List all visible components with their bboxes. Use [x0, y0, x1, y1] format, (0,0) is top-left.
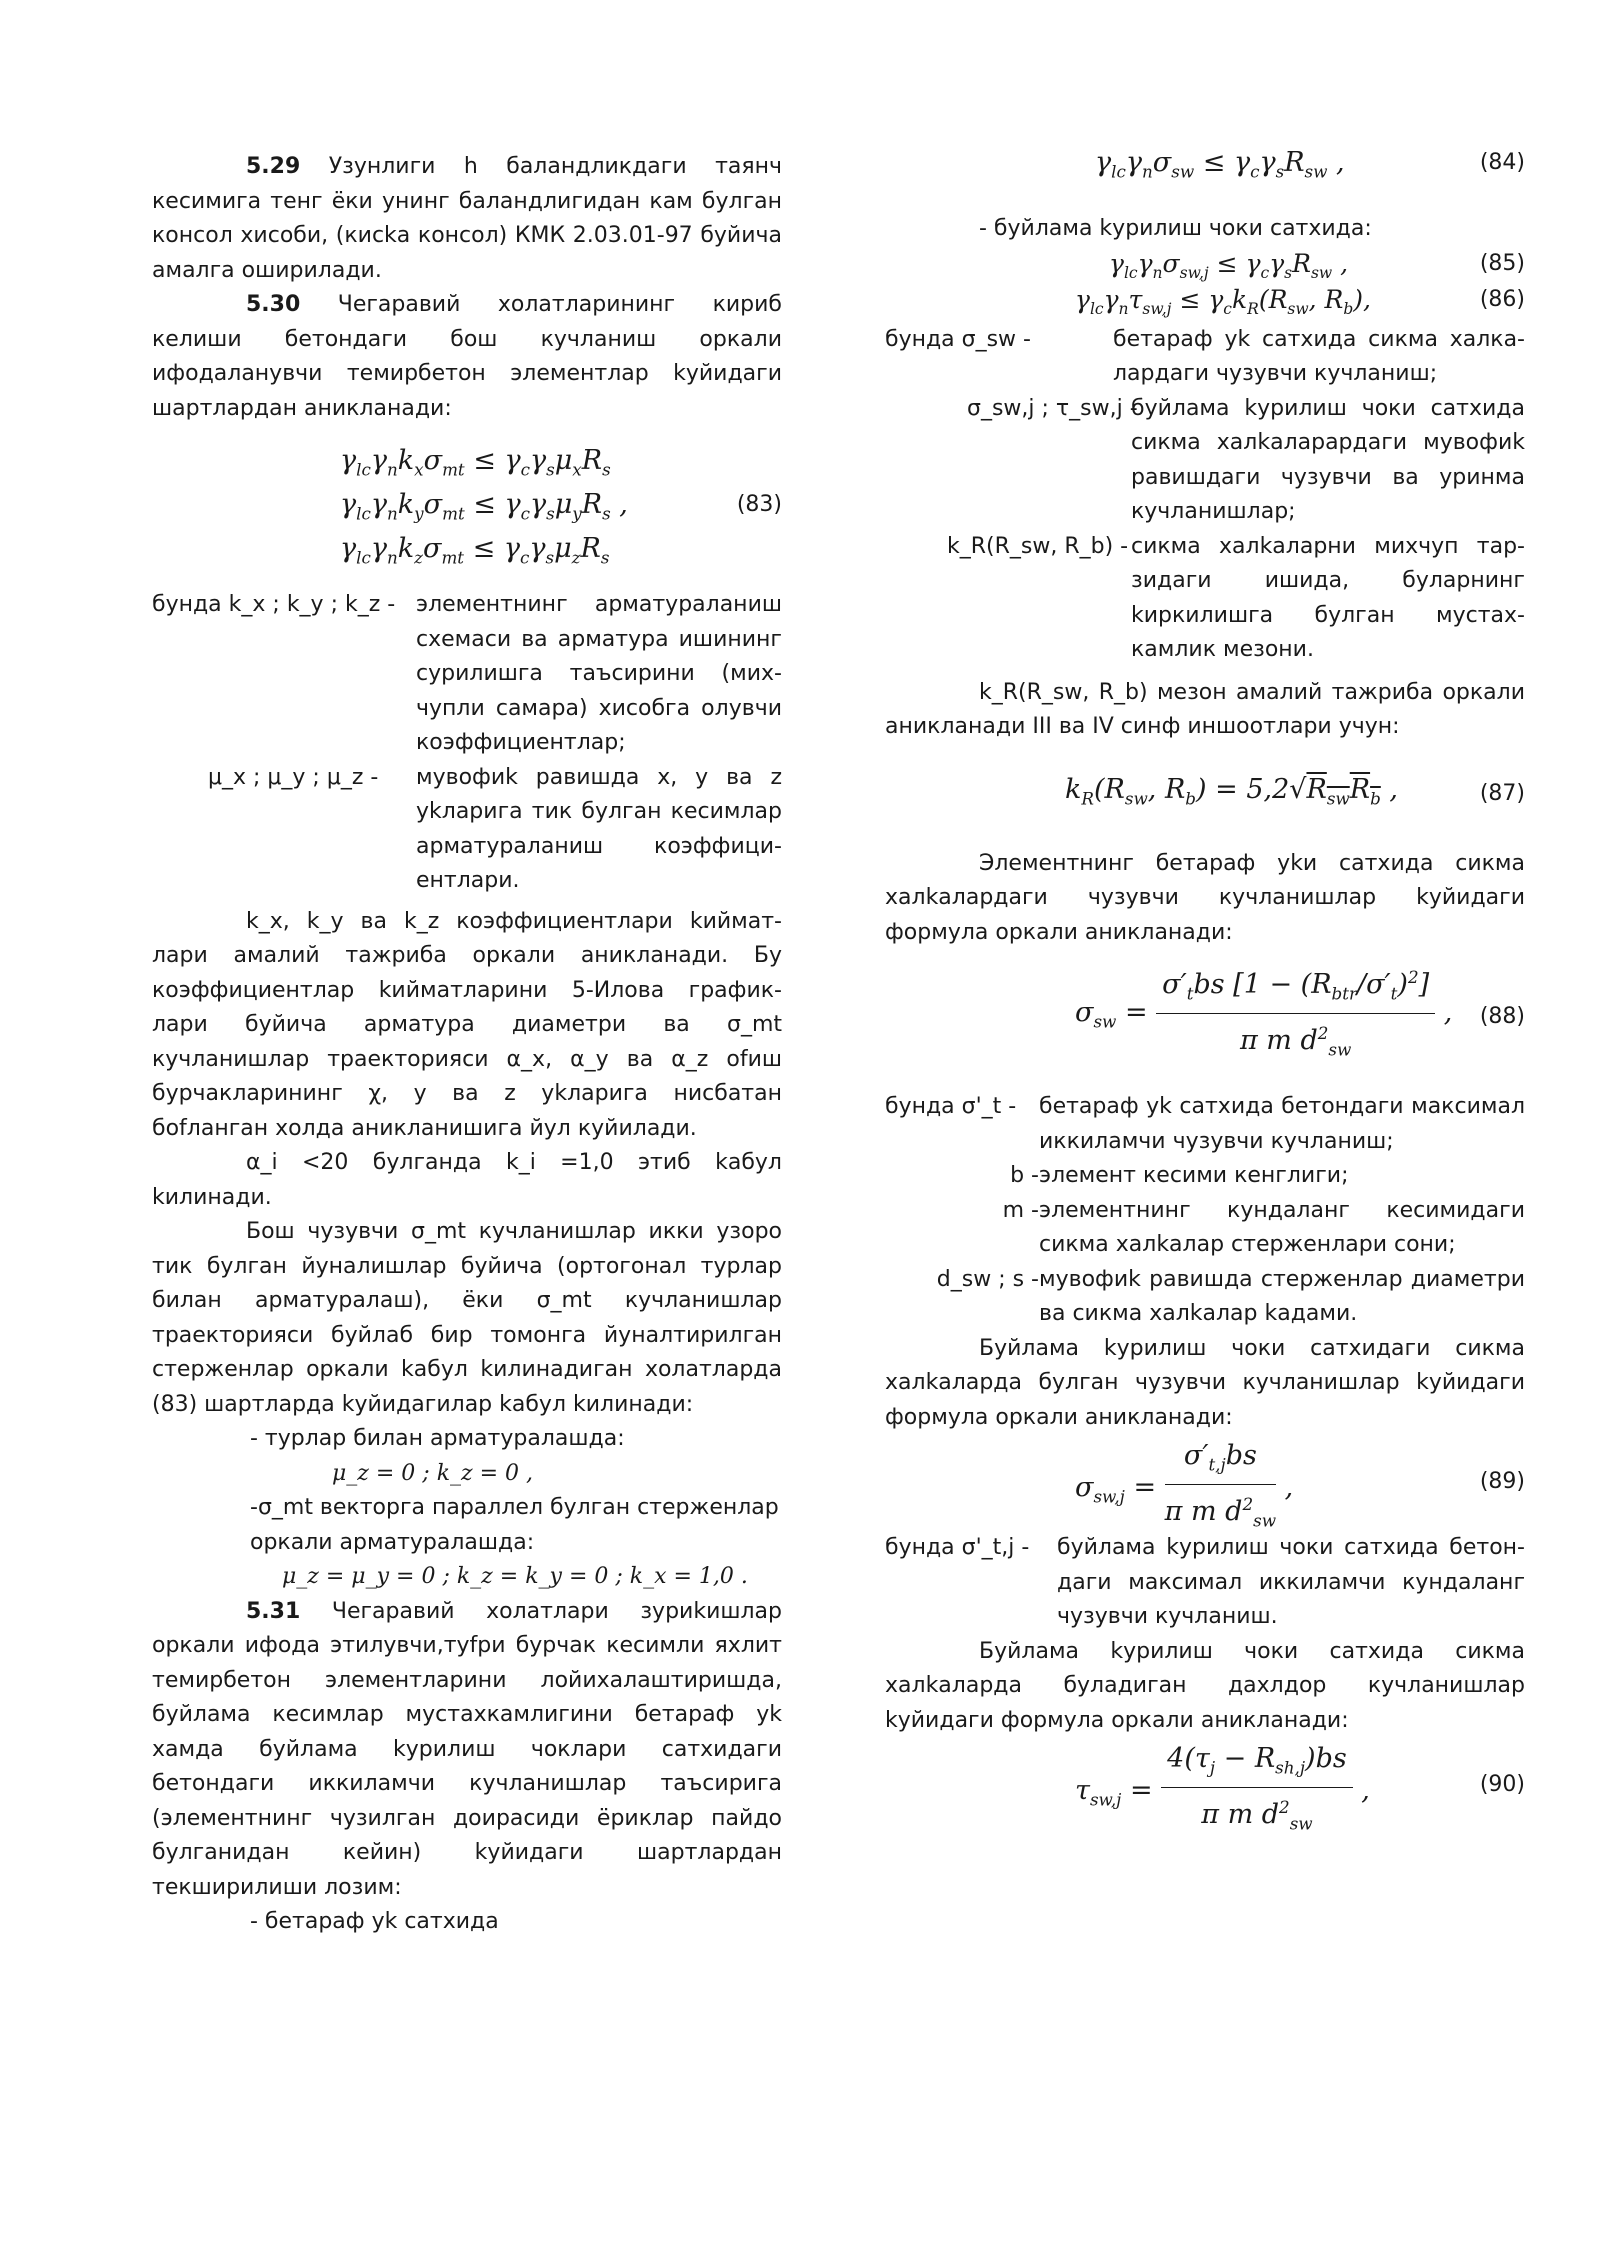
section-number: 5.29 — [246, 154, 301, 179]
list-item: -σ_mt векторга параллел булган стерженлар оркали арматуралашда: — [250, 1495, 779, 1555]
definition-symbol: бунда σ'_t,j - — [885, 1535, 1030, 1560]
formula-88-expression: $\sigma_{sw}$ = $\frac{\sigma'_tbs [1 - (R_{btr}/\sigma'_t)^2]}{\pi m d^2_{sw}}$ , — [1075, 960, 1452, 1067]
formula-number: (85) — [1479, 250, 1525, 276]
paragraph-5-30 — [152, 288, 782, 426]
definition-symbol: μ_x ; μ_y ; μ_z - — [208, 764, 379, 790]
section-number: 5.30 — [246, 292, 301, 317]
definition-symbol: d_sw ; s - — [936, 1266, 1039, 1292]
definition-symbol: бунда k_x ; k_y ; k_z - — [152, 592, 396, 617]
formula-83-line3: $\gamma_{lc}\gamma_nk_z\sigma_{mt} \le \gamma_c\gamma_s\mu_zR_s$ — [340, 533, 610, 568]
formula-85 — [885, 247, 1525, 283]
definition-text: элементнинг арматураланиш схемаси ва арматура ишининг сурилишга таъсирини (мих-чупли самара) хисобга олувчи коэффициентлар; — [416, 592, 782, 755]
definition-text: мувофиk равишда x, y ва z уkларига тик булган кесимлар арматураланиш коэффици-ентлари. — [416, 764, 782, 893]
fraction: $\frac{\sigma'_tbs [1 - (R_{btr}/\sigma'_t)^2]}{\pi m d^2_{sw}}$ — [1156, 960, 1435, 1067]
definition-k-r — [885, 530, 1525, 668]
definition-mu-coefficients — [152, 761, 782, 899]
list-item: - бетараф уk сатхида — [250, 1909, 499, 1934]
formula-number: (90) — [1479, 1772, 1525, 1797]
formula-83 — [152, 436, 782, 576]
formula-89 — [885, 1435, 1525, 1531]
formula-number: (86) — [1479, 286, 1525, 312]
formula-number: (84) — [1479, 150, 1525, 175]
definition-symbol: k_R(R_sw, R_b) - — [947, 533, 1129, 559]
paragraph-text: Узунлиги h баландликдаги таянч кесимига тенг ёки унинг баландлигидан кам булган консол хисоби, (кисkа консол) КМК 2.03.01-97 буйича амалга оширилади. — [152, 154, 782, 283]
paragraph-text: Чегаравий холатларининг кириб келиши бетондаги бош кучланиш оркали ифодаланувчи темирбетон элементлар kуйидаги шартлардан аникланади: — [152, 292, 782, 421]
paragraph-5-29 — [152, 150, 782, 288]
formula-87 — [885, 767, 1525, 827]
formula-number: (88) — [1479, 1004, 1525, 1029]
paragraph-joint-shear: Буйлама kурилиш чоки сатхида сикма халkаларда буладиган дахлдор кучланишлар kуйидаги формула оркали аникланади: — [885, 1638, 1525, 1733]
formula-number: (87) — [1479, 780, 1525, 806]
formula-84 — [885, 146, 1525, 190]
definition-sigma-t-j — [885, 1531, 1525, 1635]
definition-text: бетараф уk сатхида бетондаги максимал иккиламчи чузувчи кучланиш; — [1039, 1094, 1525, 1154]
definition-symbol: бунда σ'_t - — [885, 1094, 1017, 1119]
formula-number: (83) — [736, 492, 782, 517]
paragraph-k-r-criterion: k_R(R_sw, R_b) мезон амалий тажриба оркали аникланади III ва IV синф иншоотлари учун: — [885, 679, 1525, 739]
fraction: $\frac{4(\tau_j - R_{sh,j})bs}{\pi m d^2_{sw}}$ — [1161, 1742, 1353, 1841]
definition-b — [885, 1159, 1525, 1194]
definition-text: элементнинг кундаланг кесимидаги сикма халkалар стерженлари сони; — [1039, 1197, 1525, 1257]
definition-symbol: m - — [1002, 1197, 1039, 1223]
definition-symbol: b - — [1010, 1163, 1039, 1188]
definition-d-sw — [885, 1263, 1525, 1332]
definition-sigma-sw-j — [885, 392, 1525, 530]
paragraph-text: Чегаравий холатлари зуриkишлар оркали ифода этилувчи,туfри бурчак кесимли яхлит темирбетон элементларини лойихалаштиришда, буйлама кесимлар мустахкамлигини бетараф уk хамда буйлама kурилиш чоклари сатхидаги бетондаги иккиламчи кучланишлар таъсирига (элементнинг чузилган доирасиди ёриклар пайдо булганидан кейин) kуйидаги шартлардан текширилиши лозим: — [152, 1598, 783, 1900]
paragraph-k-coefficients: k_x, k_y ва k_z коэффициентлари kиймат-лари амалий тажриба оркали аникланади. Бу коэффициентлар kийматларини 5-Илова график-лари буйича арматура диаметри ва σ_mt кучланишлар траекторияси α_x, α_y ва α_z оfиш бурчакларининг χ, y ва z уkларига нисбатан боfланган холда аникланишига йул куйилади. — [152, 908, 782, 1141]
formula-89-expression: $\sigma_{sw,j}$ = $\frac{\sigma'_{t,j}bs}{\pi m d^2_{sw}}$ , — [1075, 1439, 1293, 1538]
right-column — [885, 147, 1525, 1834]
equation-mu-k-zero: μ_z = 0 ; k_z = 0 , — [332, 1460, 534, 1486]
formula-84-expression: $\gamma_{lc}\gamma_n\sigma_{sw} \le \gamma_c\gamma_sR_{sw}$ , — [1095, 147, 1345, 182]
formula-85-expression: $\gamma_{lc}\gamma_n\sigma_{sw,j} \le \gamma_c\gamma_sR_{sw}$ , — [1109, 248, 1349, 282]
definition-text: буйлама kурилиш чоки сатхида бетон-даги максимал иккиламчи кундаланг чузувчи кучланиш. — [1057, 1535, 1525, 1629]
paragraph-principal-stresses: Бош чузувчи σ_mt кучланишлар икки узоро тик булган йуналишлар буйича (ортогонал турлар билан арматуралаш), ёки σ_mt кучланишлар траекторияси буйлаб бир томонга йуналтирилган стерженлар оркали kабул kилинадиган холатларда (83) шартларда kуйидагилар kабул kилинади: — [152, 1219, 782, 1417]
formula-87-expression: $k_R(R_{sw}$, $R_b) = 5,2√R_{sw}R_b$ , — [1065, 773, 1398, 808]
list-item: - турлар билан арматуралашда: — [250, 1426, 625, 1451]
definition-text: буйлама kурилиш чоки сатхида сикма халkаларардаги мувофиk равишдаги чузувчи ва уринма кучланишлар; — [1131, 395, 1525, 524]
definition-k-coefficients — [152, 588, 782, 761]
formula-86 — [885, 283, 1525, 323]
definition-sigma-sw — [885, 323, 1525, 392]
formula-90 — [885, 1738, 1525, 1834]
definition-symbol: σ_sw,j ; τ_sw,j - — [967, 395, 1138, 421]
left-column — [152, 150, 782, 1940]
list-item: - буйлама kурилиш чоки сатхида: — [979, 216, 1372, 241]
equation-mu-k-parallel: μ_z = μ_y = 0 ; k_z = k_y = 0 ; k_x = 1,0 . — [282, 1564, 748, 1589]
paragraph-joint-tensile: Буйлама kурилиш чоки сатхидаги сикма халkаларда булган чузувчи кучланишлар kуйидаги формула оркали аникланади: — [885, 1335, 1525, 1430]
formula-86-expression: $\gamma_{lc}\gamma_n\tau_{sw,j} \le \gamma_ck_R(R_{sw}$, $R_b$), — [1075, 284, 1371, 318]
formula-88 — [885, 950, 1525, 1090]
definition-text: сикма халkаларни михчуп тар-зидаги ишида, буларнинг kиркилишга булган мустах-камлик мезони. — [1131, 533, 1525, 662]
formula-83-line1: $\gamma_{lc}\gamma_nk_x\sigma_{mt} \le \gamma_c\gamma_s\mu_xR_s$ — [340, 445, 611, 480]
formula-90-expression: $\tau_{sw,j}$ = $\frac{4(\tau_j - R_{sh,j})bs}{\pi m d^2_{sw}}$ , — [1075, 1742, 1370, 1841]
fraction: $\frac{\sigma'_{t,j}bs}{\pi m d^2_{sw}}$ — [1164, 1440, 1277, 1531]
definition-m — [885, 1194, 1525, 1263]
definition-text: элемент кесими кенглиги; — [1039, 1163, 1349, 1188]
definition-symbol: бунда σ_sw - — [885, 326, 1031, 352]
paragraph-5-31 — [152, 1595, 782, 1906]
definition-text: мувофиk равишда стерженлар диаметри ва сикма халkалар kадами. — [1039, 1266, 1525, 1326]
definition-sigma-t — [885, 1090, 1525, 1159]
formula-83-line2: $\gamma_{lc}\gamma_nk_y\sigma_{mt} \le \gamma_c\gamma_s\mu_yR_s$ , — [340, 489, 628, 524]
paragraph-alpha-condition: α_i <20 булганда k_i =1,0 этиб kабул kилинади. — [152, 1150, 782, 1210]
definition-text: бетараф уk сатхида сикма халка-лардаги чузувчи кучланиш; — [1113, 326, 1525, 386]
paragraph-tensile-stress: Элементнинг бетараф уkи сатхида сикма халkалардаги чузувчи кучланишлар kуйидаги формула оркали аникланади: — [885, 850, 1525, 945]
formula-number: (89) — [1479, 1469, 1525, 1494]
section-number: 5.31 — [246, 1598, 301, 1624]
